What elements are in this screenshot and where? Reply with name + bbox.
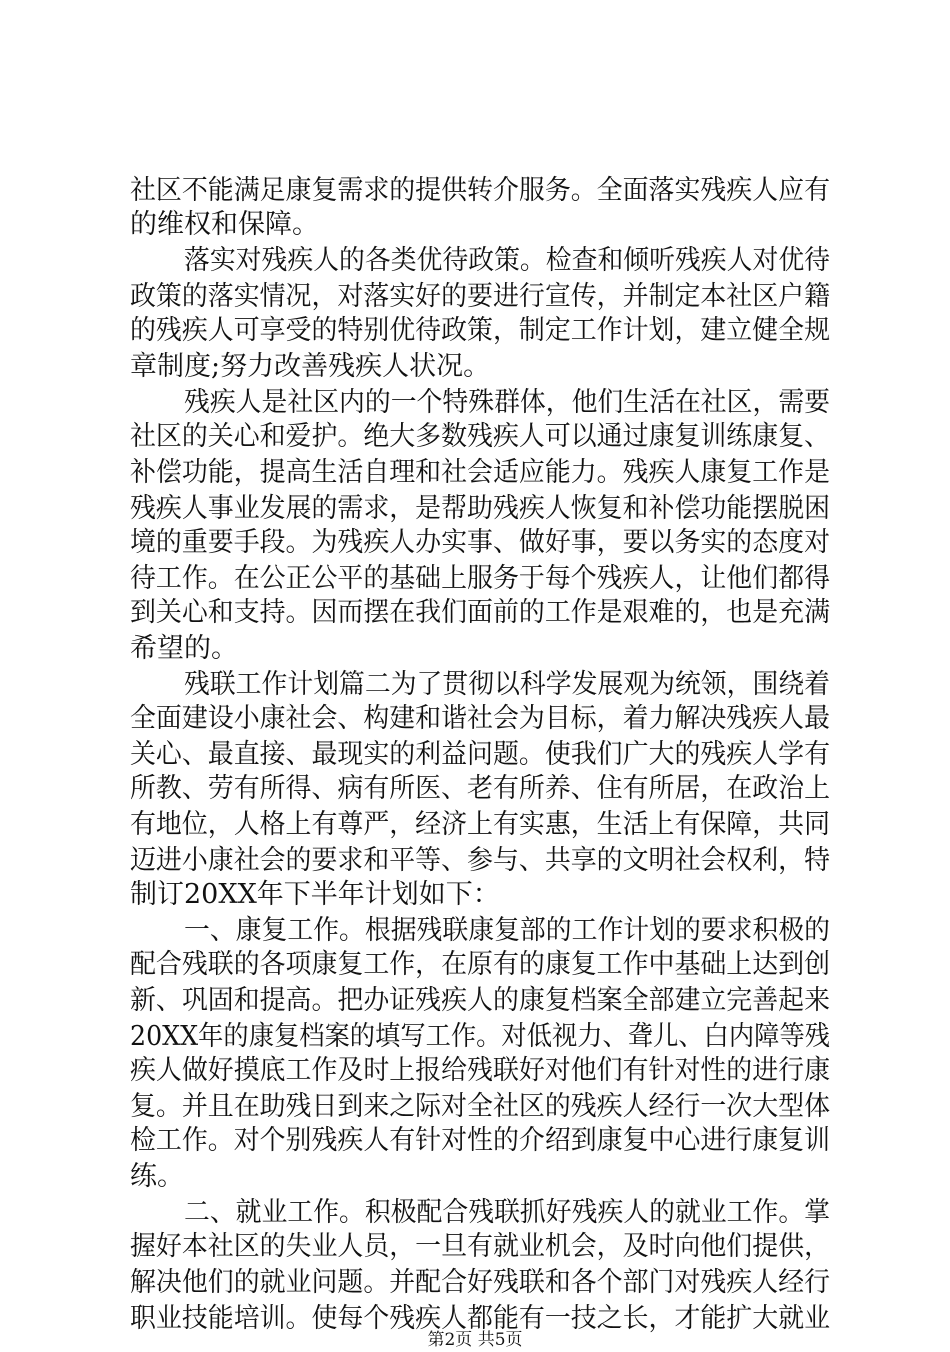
text-line: 社区的关心和爱护。绝大多数残疾人可以通过康复训练康复、 bbox=[130, 421, 830, 452]
text-line: 全面建设小康社会、构建和谐社会为目标，着力解决残疾人最 bbox=[130, 703, 830, 734]
text-line: 残疾人是社区内的一个特殊群体，他们生活在社区，需要 bbox=[184, 387, 830, 418]
text-line: 复。并且在助残日到来之际对全社区的残疾人经行一次大型体 bbox=[130, 1091, 830, 1122]
text-line: 希望的。 bbox=[130, 633, 238, 664]
text-line: 检工作。对个别残疾人有针对性的介绍到康复中心进行康复训 bbox=[130, 1125, 830, 1156]
text-line: 残疾人事业发展的需求，是帮助残疾人恢复和补偿功能摆脱困 bbox=[130, 493, 830, 524]
text-line: 20XX年的康复档案的填写工作。对低视力、聋儿、白内障等残 bbox=[130, 1021, 830, 1052]
text-line: 章制度;努力改善残疾人状况。 bbox=[130, 351, 491, 382]
page-number: 第2页 共5页 bbox=[427, 1330, 523, 1350]
text-line: 配合残联的各项康复工作，在原有的康复工作中基础上达到创 bbox=[130, 949, 830, 980]
text-line: 政策的落实情况，对落实好的要进行宣传，并制定本社区户籍 bbox=[130, 281, 830, 312]
text-line: 社区不能满足康复需求的提供转介服务。全面落实残疾人应有 bbox=[130, 175, 830, 206]
text-line: 解决他们的就业问题。并配合好残联和各个部门对残疾人经行 bbox=[130, 1267, 830, 1298]
text-line: 握好本社区的失业人员，一旦有就业机会，及时向他们提供， bbox=[130, 1231, 830, 1262]
text-line: 所教、劳有所得、病有所医、老有所养、住有所居，在政治上 bbox=[130, 773, 830, 804]
text-line: 疾人做好摸底工作及时上报给残联好对他们有针对性的进行康 bbox=[130, 1055, 830, 1086]
text-line: 新、巩固和提高。把办证残疾人的康复档案全部建立完善起来 bbox=[130, 985, 830, 1016]
text-line: 到关心和支持。因而摆在我们面前的工作是艰难的，也是充满 bbox=[130, 597, 830, 628]
text-line: 二、就业工作。积极配合残联抓好残疾人的就业工作。掌 bbox=[184, 1197, 830, 1228]
text-line: 职业技能培训。使每个残疾人都能有一技之长，才能扩大就业 bbox=[130, 1303, 830, 1334]
text-line: 一、康复工作。根据残联康复部的工作计划的要求积极的 bbox=[184, 915, 830, 946]
text-line: 落实对残疾人的各类优待政策。检查和倾听残疾人对优待 bbox=[184, 245, 830, 276]
text-line: 的残疾人可享受的特别优待政策，制定工作计划，建立健全规 bbox=[130, 315, 830, 346]
text-line: 补偿功能，提高生活自理和社会适应能力。残疾人康复工作是 bbox=[130, 457, 830, 488]
text-line: 迈进小康社会的要求和平等、参与、共享的文明社会权利，特 bbox=[130, 845, 830, 876]
text-line: 关心、最直接、最现实的利益问题。使我们广大的残疾人学有 bbox=[130, 739, 830, 770]
text-line: 待工作。在公正公平的基础上服务于每个残疾人，让他们都得 bbox=[130, 563, 830, 594]
text-line: 的维权和保障。 bbox=[130, 209, 319, 240]
text-line: 境的重要手段。为残疾人办实事、做好事，要以务实的态度对 bbox=[130, 527, 830, 558]
text-line: 制订20XX年下半年计划如下： bbox=[130, 879, 500, 910]
text-line: 练。 bbox=[130, 1161, 184, 1192]
text-line: 残联工作计划篇二为了贯彻以科学发展观为统领，围绕着 bbox=[184, 669, 830, 700]
text-line: 有地位，人格上有尊严，经济上有实惠，生活上有保障，共同 bbox=[130, 809, 830, 840]
